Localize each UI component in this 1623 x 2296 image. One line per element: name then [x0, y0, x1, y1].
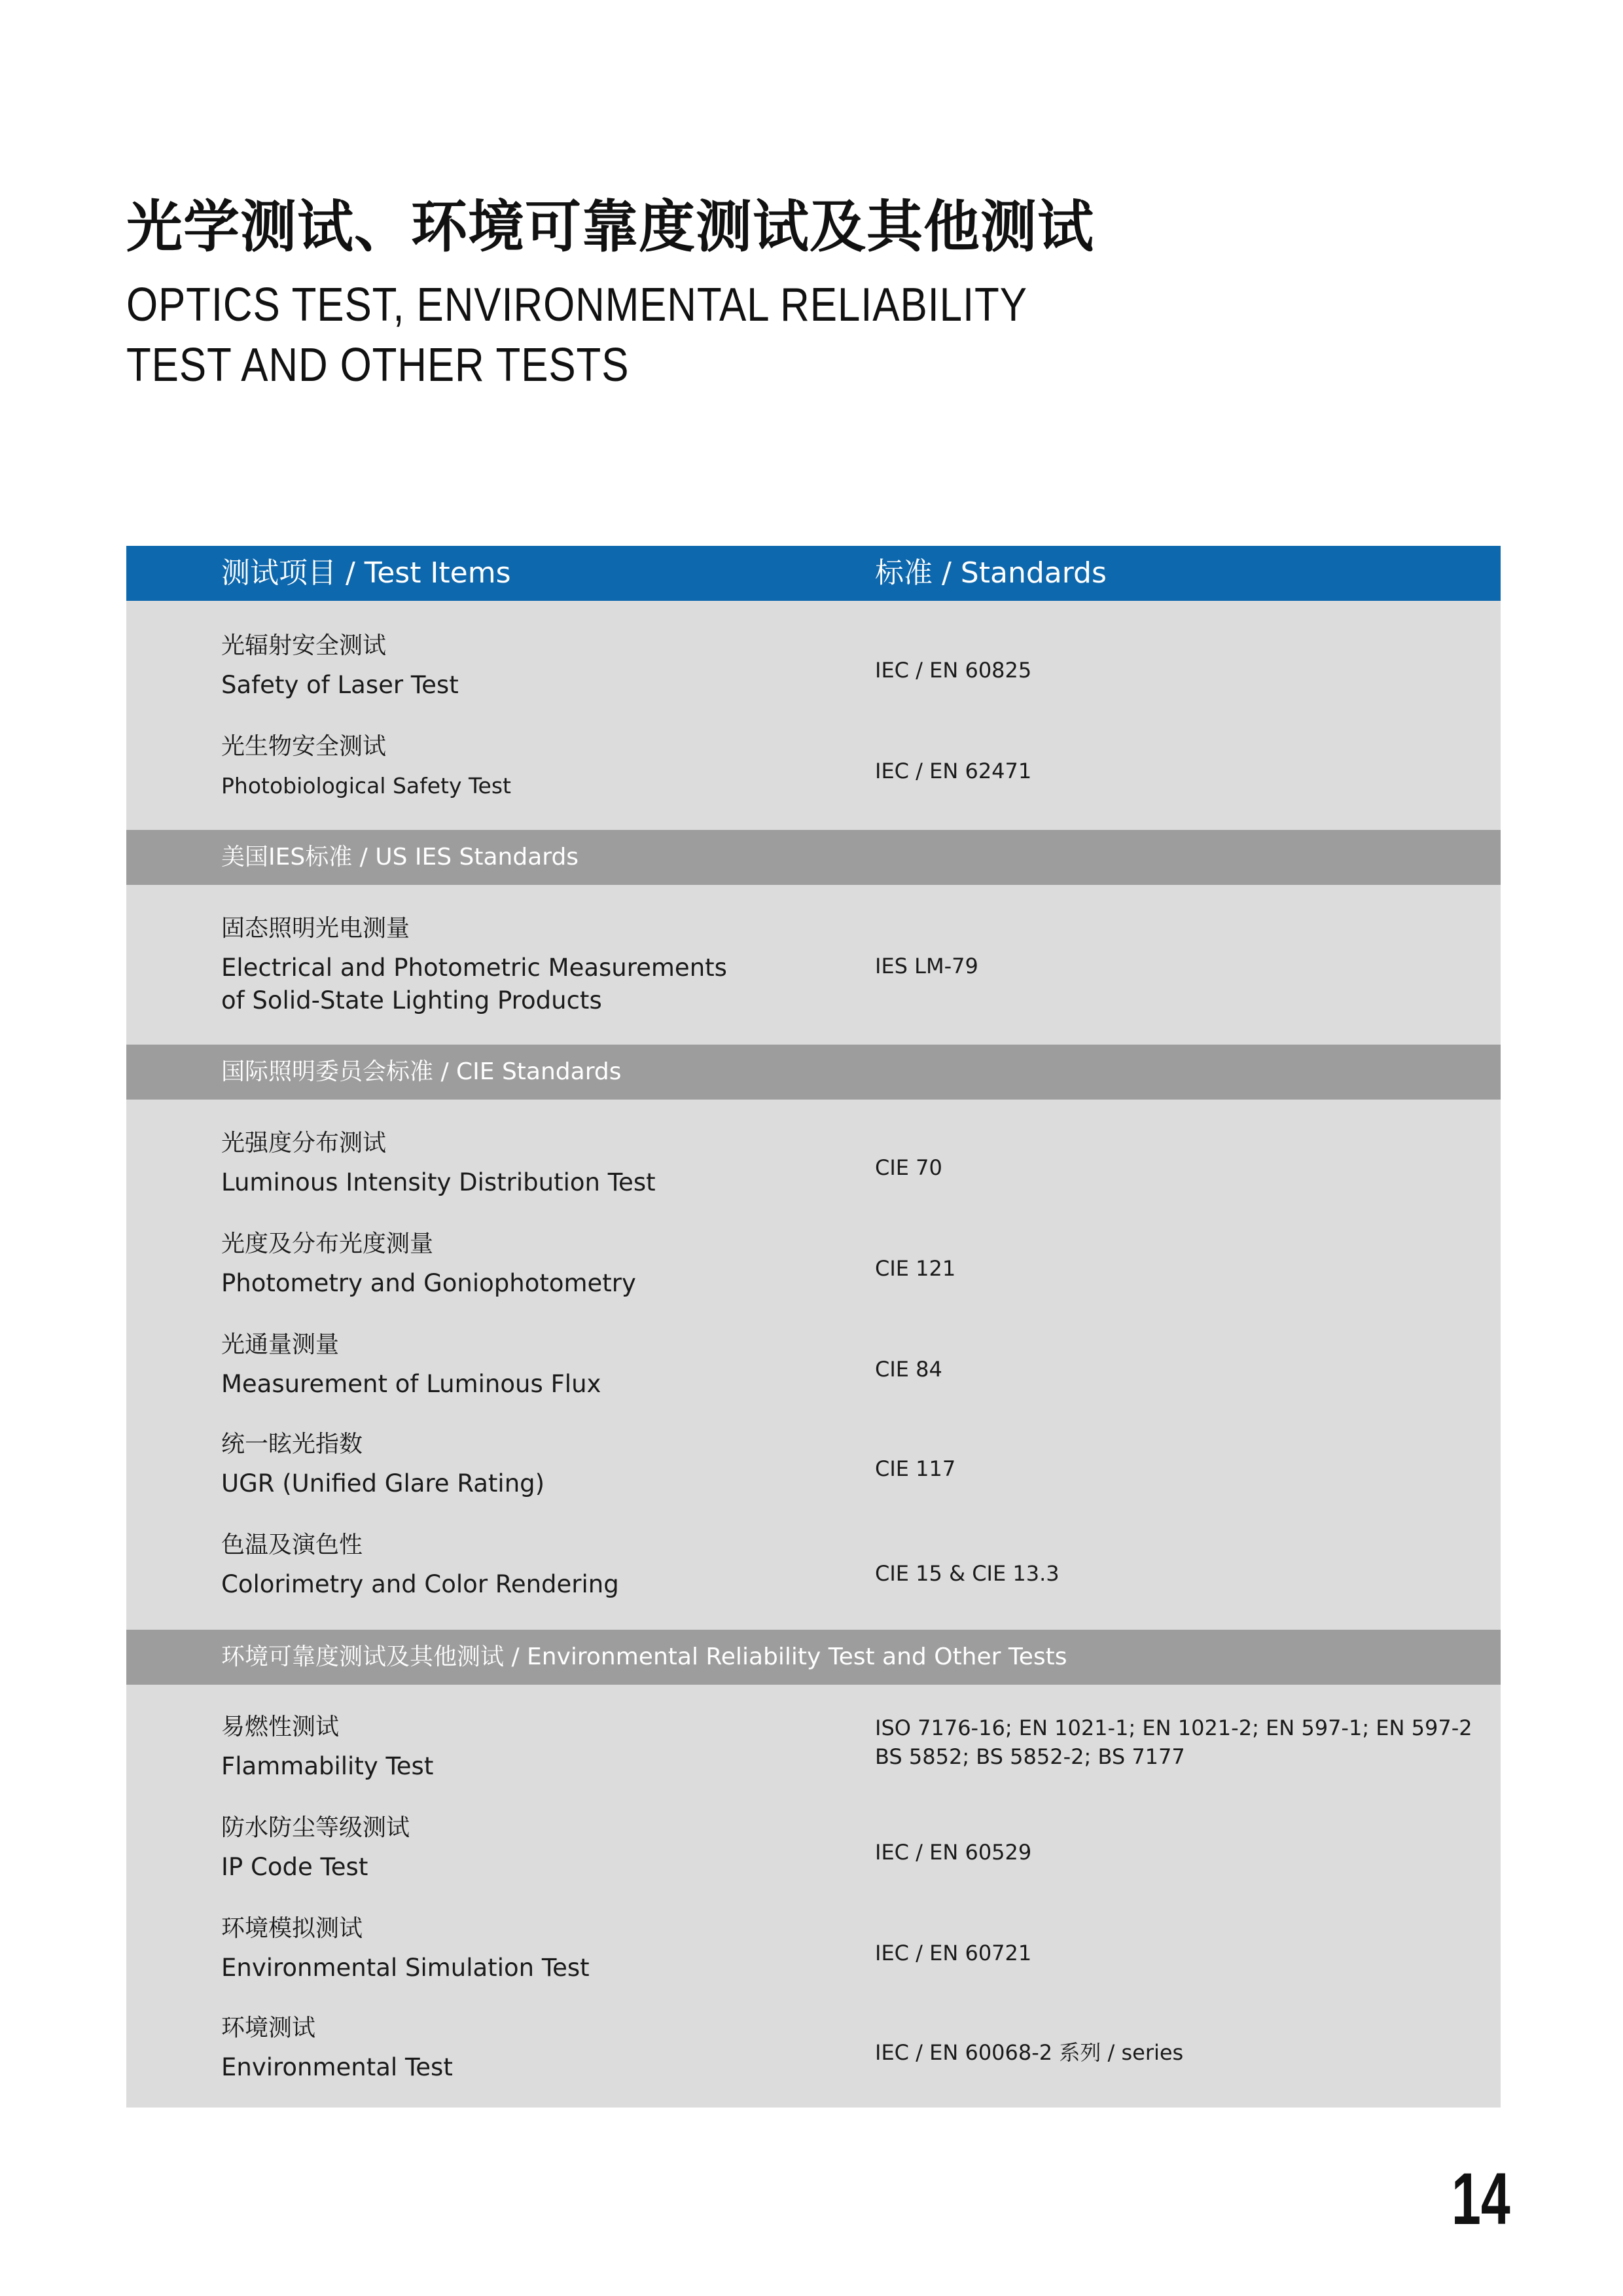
item-zh: 环境模拟测试: [221, 1915, 363, 1942]
item-standard: CIE 15 & CIE 13.3: [875, 1561, 1060, 1586]
item-zh: 固态照明光电测量: [221, 915, 410, 942]
header-test-items: 测试项目 / Test Items: [221, 556, 511, 590]
item-standard: CIE 84: [875, 1357, 942, 1382]
item-standard: CIE 117: [875, 1456, 956, 1481]
item-standard: IEC / EN 62471: [875, 759, 1032, 783]
section-header-ies: [126, 830, 1501, 885]
item-zh: 防水防尘等级测试: [221, 1814, 410, 1841]
item-standard: CIE 121: [875, 1256, 956, 1281]
item-zh: 色温及演色性: [221, 1532, 363, 1558]
section-header-cie: [126, 1045, 1501, 1100]
item-en: Safety of Laser Test: [221, 671, 459, 699]
item-zh: 光强度分布测试: [221, 1130, 387, 1157]
header-standards: 标准 / Standards: [875, 556, 1107, 590]
item-standard: IES LM-79: [875, 954, 978, 978]
page-title-en: [126, 275, 1027, 395]
item-zh: 光通量测量: [221, 1331, 340, 1358]
item-en: Colorimetry and Color Rendering: [221, 1570, 619, 1598]
item-standard: IEC / EN 60721: [875, 1941, 1032, 1965]
table-header: [126, 546, 1501, 601]
item-standard: CIE 70: [875, 1155, 942, 1180]
item-zh: 光辐射安全测试: [221, 632, 387, 659]
item-en: Photometry and Goniophotometry: [221, 1269, 636, 1297]
page-number: 14: [1452, 2158, 1510, 2240]
item-standard: IEC / EN 60825: [875, 658, 1032, 683]
item-standard: IEC / EN 60529: [875, 1840, 1032, 1865]
page-title-en-line-1: OPTICS TEST, ENVIRONMENTAL RELIABILITY: [126, 279, 1027, 331]
page-title-en-line-2: TEST AND OTHER TESTS: [126, 339, 630, 391]
item-en: Environmental Simulation Test: [221, 1954, 590, 1982]
item-zh: 环境测试: [221, 2015, 316, 2041]
item-standard: ISO 7176-16; EN 1021-1; EN 1021-2; EN 597-1; EN 597-2 BS 5852; BS 5852-2; BS 7177: [875, 1715, 1472, 1769]
item-zh: 易燃性测试: [221, 1713, 340, 1740]
item-en: Electrical and Photometric Measurements of Solid-State Lighting Products: [221, 954, 727, 1014]
item-en: Flammability Test: [221, 1752, 434, 1780]
item-en: IP Code Test: [221, 1853, 368, 1881]
item-en: Photobiological Safety Test: [221, 773, 511, 798]
section-title: 环境可靠度测试及其他测试 / Environmental Reliability Test and Other Tests: [221, 1643, 1067, 1670]
item-standard: IEC / EN 60068-2 系列 / series: [875, 2040, 1184, 2065]
item-zh: 光生物安全测试: [221, 733, 387, 760]
item-zh: 统一眩光指数: [221, 1431, 363, 1458]
section-header-environmental: [126, 1630, 1501, 1685]
item-zh: 光度及分布光度测量: [221, 1230, 434, 1257]
item-en: Luminous Intensity Distribution Test: [221, 1168, 656, 1196]
standards-table: [126, 546, 1501, 2108]
item-en: UGR (Unified Glare Rating): [221, 1469, 545, 1498]
item-en: Environmental Test: [221, 2053, 453, 2081]
section-title: 美国IES标准 / US IES Standards: [221, 844, 579, 870]
item-en: Measurement of Luminous Flux: [221, 1370, 601, 1398]
section-title: 国际照明委员会标准 / CIE Standards: [221, 1058, 622, 1085]
page-title-zh: 光学测试、环境可靠度测试及其他测试: [126, 194, 1094, 260]
